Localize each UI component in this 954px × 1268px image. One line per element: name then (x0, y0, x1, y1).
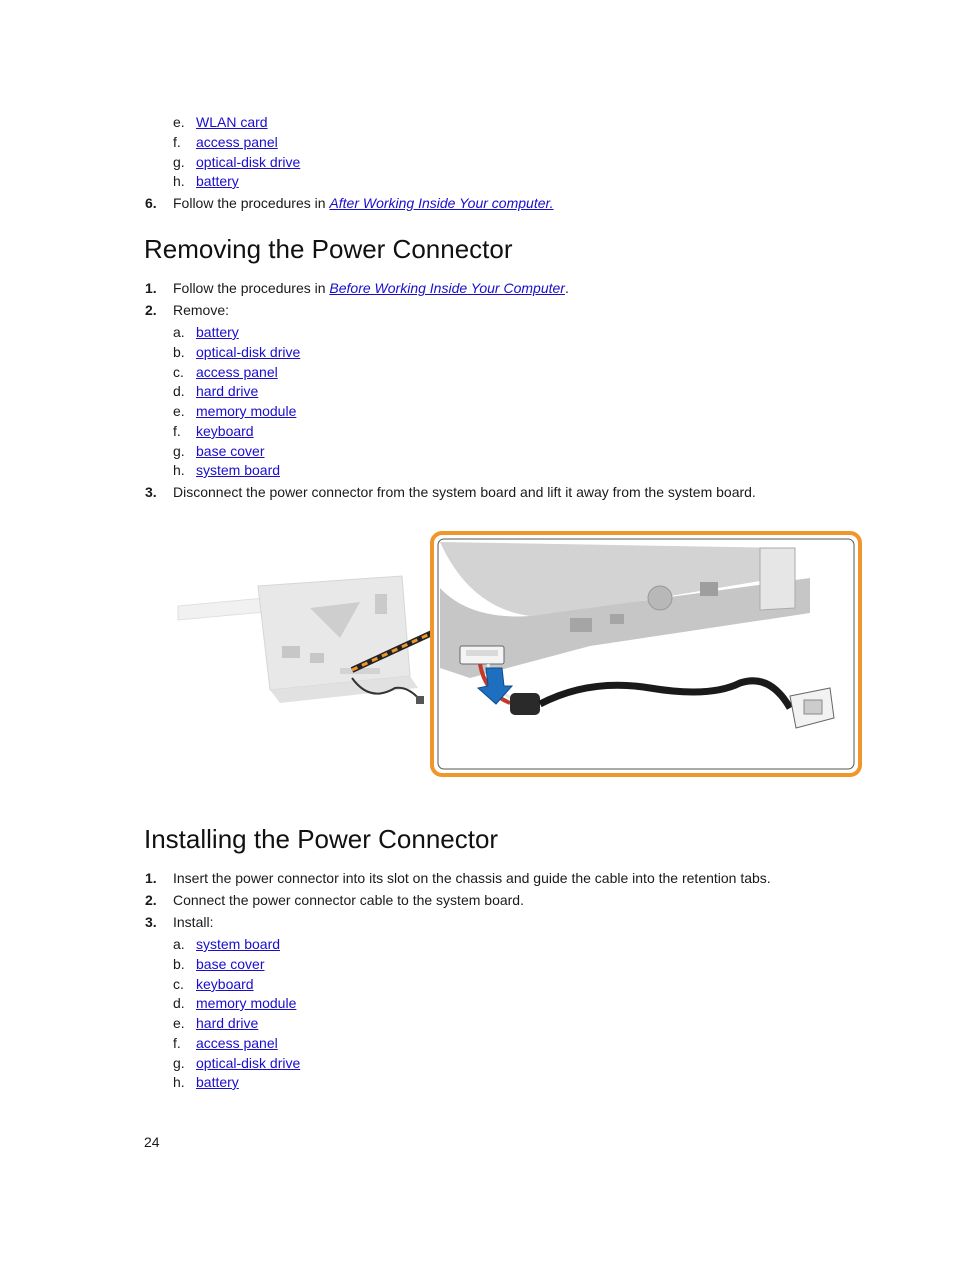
link-memory-module[interactable]: memory module (196, 403, 297, 419)
step-text: Follow the procedures in (173, 280, 330, 296)
list-item (0, 382, 954, 400)
list-item (0, 172, 954, 190)
link-system-board[interactable]: system board (196, 936, 281, 952)
link-battery[interactable]: battery (196, 324, 239, 340)
link-keyboard[interactable]: keyboard (196, 423, 254, 439)
list-item (0, 1034, 954, 1052)
step-number: 1. (145, 870, 157, 886)
list-letter: f. (173, 134, 181, 150)
link-wlan-card[interactable]: WLAN card (196, 114, 268, 130)
link-base-cover[interactable]: base cover (196, 443, 265, 459)
list-item (0, 343, 954, 361)
list-letter: f. (173, 1035, 181, 1051)
link-after-working-inside[interactable]: After Working Inside Your computer. (329, 195, 554, 211)
step-item (0, 483, 954, 501)
link-access-panel[interactable]: access panel (196, 1035, 278, 1051)
list-letter: b. (173, 956, 185, 972)
link-before-working-inside[interactable]: Before Working Inside Your Computer (329, 280, 565, 296)
step-text-suffix: . (564, 280, 569, 296)
link-optical-disk-drive[interactable]: optical-disk drive (196, 344, 301, 360)
list-item (0, 1073, 954, 1091)
step-item (0, 913, 954, 931)
list-letter: g. (173, 443, 185, 459)
system-board-overview (178, 576, 418, 703)
link-access-panel[interactable]: access panel (196, 134, 278, 150)
link-battery[interactable]: battery (196, 173, 239, 189)
link-battery[interactable]: battery (196, 1074, 239, 1090)
link-system-board[interactable]: system board (196, 462, 281, 478)
list-letter: h. (173, 173, 185, 189)
link-keyboard[interactable]: keyboard (196, 976, 254, 992)
list-item (0, 935, 954, 953)
list-letter: f. (173, 423, 181, 439)
step-text: Disconnect the power connector from the system board and lift it away from the system board. (173, 484, 756, 500)
link-hard-drive[interactable]: hard drive (196, 383, 259, 399)
list-item (0, 461, 954, 479)
step-number: 2. (145, 892, 157, 908)
step-item (0, 279, 954, 297)
list-letter: c. (173, 364, 184, 380)
list-item (0, 422, 954, 440)
list-letter: a. (173, 324, 185, 340)
list-letter: d. (173, 383, 185, 399)
section-title-installing: Installing the Power Connector (144, 824, 499, 854)
list-item (0, 323, 954, 341)
list-item (0, 153, 954, 171)
list-item (0, 442, 954, 460)
step-number: 3. (145, 914, 157, 930)
step-number: 1. (145, 280, 157, 296)
link-base-cover[interactable]: base cover (196, 956, 265, 972)
list-item (0, 1054, 954, 1072)
list-item (0, 994, 954, 1012)
list-item (0, 1014, 954, 1032)
link-access-panel[interactable]: access panel (196, 364, 278, 380)
step-text: Remove: (173, 302, 230, 318)
list-letter: a. (173, 936, 185, 952)
list-letter: e. (173, 403, 185, 419)
step-number: 2. (145, 302, 157, 318)
list-item (0, 133, 954, 151)
list-letter: e. (173, 1015, 185, 1031)
list-letter: h. (173, 1074, 185, 1090)
list-item (0, 955, 954, 973)
section-title-removing: Removing the Power Connector (144, 234, 513, 264)
list-letter: d. (173, 995, 185, 1011)
step-item (0, 301, 954, 319)
list-letter: e. (173, 114, 185, 130)
list-letter: b. (173, 344, 185, 360)
link-memory-module[interactable]: memory module (196, 995, 297, 1011)
list-item (0, 113, 954, 131)
list-item (0, 363, 954, 381)
link-hard-drive[interactable]: hard drive (196, 1015, 259, 1031)
step-text: Follow the procedures in (173, 195, 330, 211)
step-number: 6. (145, 195, 157, 211)
list-letter: g. (173, 1055, 185, 1071)
step-item (0, 869, 954, 887)
list-item (0, 975, 954, 993)
list-letter: h. (173, 462, 185, 478)
step-item (0, 891, 954, 909)
list-letter: c. (173, 976, 184, 992)
list-letter: g. (173, 154, 185, 170)
step-text: Install: (173, 914, 214, 930)
link-optical-disk-drive[interactable]: optical-disk drive (196, 154, 301, 170)
power-connector-removal-illustration (170, 528, 865, 780)
page-number: 24 (144, 1134, 160, 1150)
step-text: Connect the power connector cable to the system board. (173, 892, 524, 908)
step-item (0, 194, 954, 212)
list-item (0, 402, 954, 420)
step-number: 3. (145, 484, 157, 500)
step-text: Insert the power connector into its slot on the chassis and guide the cable into the retention tabs. (173, 870, 771, 886)
link-optical-disk-drive[interactable]: optical-disk drive (196, 1055, 301, 1071)
